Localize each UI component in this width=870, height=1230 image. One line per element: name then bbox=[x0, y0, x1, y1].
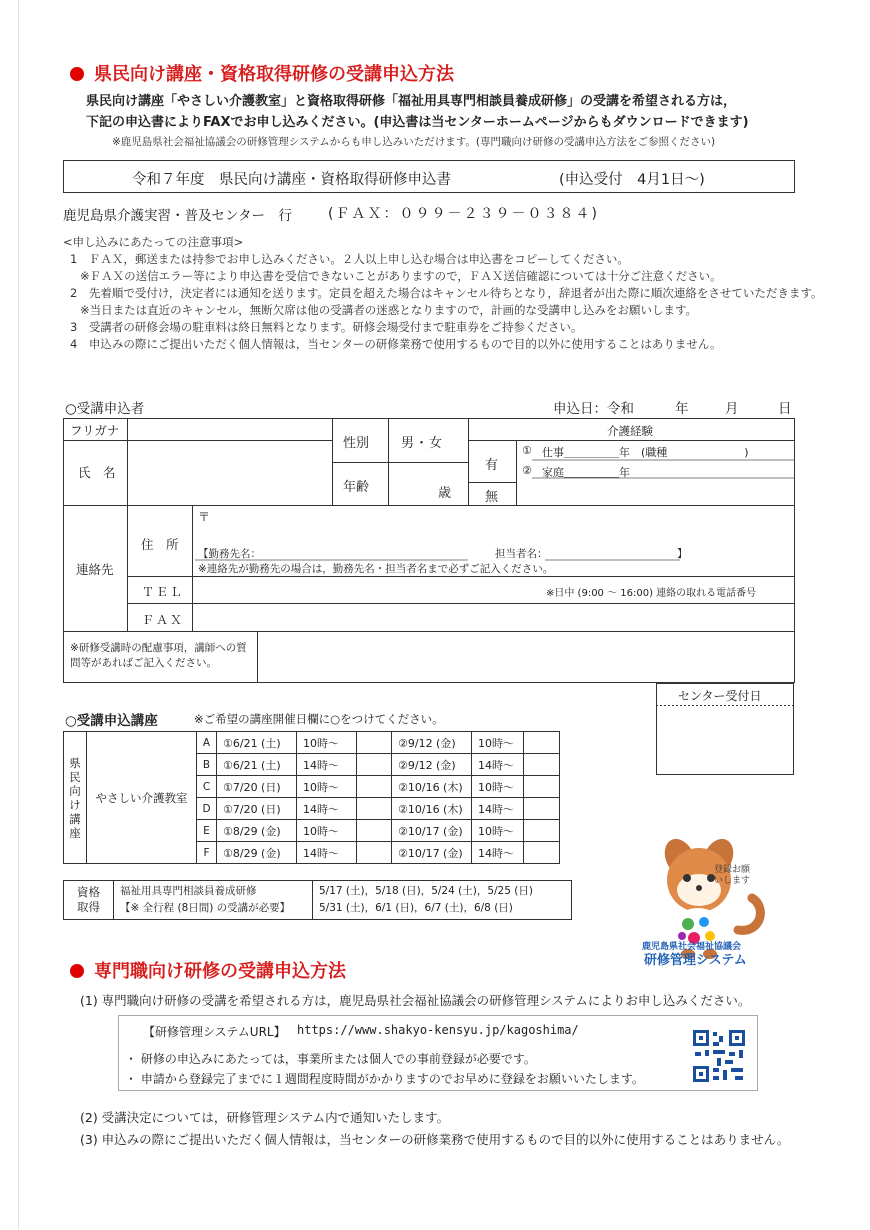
course-row-id: A bbox=[197, 732, 217, 754]
note-3: 3 受講者の研修会場の駐車料は終日無料となります。研修会場受付まで駐車券をご持参ください。 bbox=[70, 320, 583, 334]
application-day: 日 bbox=[778, 401, 792, 417]
tel-label: ＴＥＬ bbox=[142, 585, 185, 599]
system-bullet-2: ・ 申請から登録完了までに１週間程度時間がかかりますのでお早めに登録をお願いいたします。 bbox=[125, 1072, 644, 1086]
mascot-system-name: 研修管理システム bbox=[644, 953, 747, 968]
form-title: 令和７年度 県民向け講座・資格取得研修申込書 bbox=[132, 172, 451, 188]
system-url-box bbox=[118, 1015, 758, 1091]
course-date-1: ①6/21 (土) bbox=[217, 754, 297, 776]
qualification-table bbox=[63, 880, 572, 920]
courses-heading-note: ※ご希望の講座開催日欄に○をつけてください。 bbox=[194, 712, 444, 726]
section1-intro-1: 県民向け講座「やさしい介護教室」と資格取得研修「福祉用具専門相談員養成研修」の受講を希望される方は， bbox=[86, 94, 737, 109]
section2-paragraph-2: (2) 受講決定については，研修管理システム内で通知いたします。 bbox=[80, 1110, 450, 1125]
course-time-1: 10時～ bbox=[297, 776, 357, 798]
course-select-cell-1[interactable] bbox=[357, 798, 392, 820]
age-unit: 歳 bbox=[438, 486, 452, 501]
section2-paragraph-1: (1) 専門職向け研修の受講を希望される方は，鹿児島県社会福祉協議会の研修管理システムによりお申し込みください。 bbox=[80, 993, 751, 1008]
course-group-label: 県民向け講座 bbox=[64, 732, 87, 864]
course-select-cell-1[interactable] bbox=[357, 776, 392, 798]
course-date-1: ①8/29 (金) bbox=[217, 820, 297, 842]
experience-no: 無 bbox=[485, 490, 499, 505]
mascot-speech: 登録お願いします bbox=[713, 865, 750, 886]
recipient-fax: (ＦＡＸ：０９９－２３９－０３８４) bbox=[328, 206, 599, 222]
course-select-cell-1[interactable] bbox=[357, 820, 392, 842]
course-time-1: 14時～ bbox=[297, 798, 357, 820]
age-label: 年齢 bbox=[343, 480, 370, 495]
care-experience-title: 介護経験 bbox=[607, 424, 653, 438]
system-url-link[interactable]: https://www.shakyo-kensyu.jp/kagoshima/ bbox=[297, 1023, 579, 1037]
applicant-heading: ○受講申込者 bbox=[65, 401, 145, 417]
course-date-1: ①8/29 (金) bbox=[217, 842, 297, 864]
gender-value: 男・女 bbox=[401, 436, 444, 451]
course-time-1: 10時～ bbox=[297, 732, 357, 754]
qr-code-icon[interactable] bbox=[691, 1028, 747, 1084]
experience-home: 家庭＿＿＿＿＿年 bbox=[542, 466, 630, 479]
section1-title: 県民向け講座・資格取得研修の受講申込方法 bbox=[70, 60, 454, 86]
notes-heading: <申し込みにあたっての注意事項> bbox=[63, 235, 244, 249]
course-row-id: B bbox=[197, 754, 217, 776]
name-label: 氏 名 bbox=[78, 465, 116, 480]
section2-title: 専門職向け研修の受講申込方法 bbox=[70, 957, 346, 983]
center-reception-date-label: センター受付日 bbox=[678, 689, 762, 703]
tel-note: ※日中 (9:00 ～ 16:00) 連絡の取れる電話番号 bbox=[546, 588, 757, 599]
note-2: 2 先着順で受付け，決定者には通知を送ります。定員を超えた場合はキャンセル待ちとなり，辞退者が出た際に順次連絡をさせていただきます。 bbox=[70, 286, 823, 300]
course-select-cell-2[interactable] bbox=[524, 820, 560, 842]
qualification-label: 資格取得 bbox=[64, 881, 114, 920]
fax-label: ＦＡＸ bbox=[142, 613, 185, 627]
application-month: 月 bbox=[725, 401, 739, 417]
section1-intro-3: ※鹿児島県社会福祉協議会の研修管理システムからも申し込みいただけます。(専門職向け研修の受講申込方法をご参照ください) bbox=[112, 136, 716, 148]
courses-heading: ○受講申込講座 bbox=[65, 713, 158, 729]
address-label: 住 所 bbox=[141, 537, 179, 552]
course-date-1: ①7/20 (日) bbox=[217, 776, 297, 798]
experience-yes: 有 bbox=[485, 458, 499, 473]
contact-note: ※連絡先が勤務先の場合は，勤務先名・担当者名まで必ずご記入ください。 bbox=[198, 563, 554, 575]
contact-label: 連絡先 bbox=[76, 562, 114, 577]
note-2b: ※当日または直近のキャンセル，無断欠席は他の受講者の迷惑となりますので，計画的な受講申し込みをお願いします。 bbox=[80, 303, 698, 317]
course-date-2: ②10/16 (木) bbox=[392, 776, 472, 798]
course-row-id: F bbox=[197, 842, 217, 864]
course-date-2: ②9/12 (金) bbox=[392, 754, 472, 776]
course-date-1: ①7/20 (日) bbox=[217, 798, 297, 820]
course-time-2: 14時～ bbox=[472, 754, 524, 776]
experience-work: 仕事＿＿＿＿＿年 (職種 ) bbox=[542, 446, 749, 459]
section2-paragraph-3: (3) 申込みの際にご提出いただく個人情報は，当センターの研修業務で使用するもので目的以外に使用することはありません。 bbox=[80, 1132, 790, 1147]
course-select-cell-2[interactable] bbox=[524, 798, 560, 820]
system-bullet-1: ・ 研修の申込みにあたっては，事業所または個人での事前登録が必要です。 bbox=[125, 1052, 536, 1066]
course-row-id: E bbox=[197, 820, 217, 842]
course-select-cell-2[interactable] bbox=[524, 842, 560, 864]
system-url-label: 【研修管理システムURL】 bbox=[143, 1025, 286, 1039]
recipient-name: 鹿児島県介護実習・普及センター 行 bbox=[63, 208, 292, 224]
note-1b: ※ＦＡＸの送信エラー等により申込書を受信できないことがありますので，ＦＡＸ送信確認については十分ご注意ください。 bbox=[80, 269, 722, 283]
experience-circle-1: ① bbox=[522, 444, 532, 457]
course-row-id: D bbox=[197, 798, 217, 820]
course-date-2: ②10/17 (金) bbox=[392, 820, 472, 842]
course-table bbox=[63, 731, 560, 864]
postal-mark: 〒 bbox=[198, 510, 211, 524]
workplace-label: 【勤務先名： bbox=[198, 548, 261, 560]
furigana-label: フリガナ bbox=[70, 423, 120, 438]
course-select-cell-1[interactable] bbox=[357, 732, 392, 754]
course-select-cell-1[interactable] bbox=[357, 842, 392, 864]
course-select-cell-2[interactable] bbox=[524, 754, 560, 776]
course-select-cell-2[interactable] bbox=[524, 732, 560, 754]
course-time-1: 14時～ bbox=[297, 754, 357, 776]
red-bullet-icon bbox=[70, 964, 84, 978]
note-4: 4 申込みの際にご提出いただく個人情報は，当センターの研修業務で使用するもので目的以外に使用することはありません。 bbox=[70, 337, 722, 351]
course-row bbox=[64, 732, 560, 754]
course-time-2: 10時～ bbox=[472, 776, 524, 798]
application-date-label: 申込日：令和 bbox=[553, 401, 634, 417]
application-year: 年 bbox=[675, 401, 689, 417]
course-date-2: ②10/17 (金) bbox=[392, 842, 472, 864]
experience-circle-2: ② bbox=[522, 464, 532, 477]
course-time-2: 14時～ bbox=[472, 842, 524, 864]
remarks-label: ※研修受講時の配慮事項，講師への質問等があればご記入ください。 bbox=[70, 642, 247, 669]
qualification-dates: 5/17 (土)，5/18 (日)，5/24 (土)，5/25 (日) 5/31 (土)，6/1 (日)，6/7 (土)，6/8 (日) bbox=[313, 881, 572, 920]
person-label: 担当者名： bbox=[495, 548, 548, 560]
course-row-id: C bbox=[197, 776, 217, 798]
course-date-2: ②9/12 (金) bbox=[392, 732, 472, 754]
course-name: やさしい介護教室 bbox=[87, 732, 197, 864]
course-time-1: 14時～ bbox=[297, 842, 357, 864]
course-time-2: 14時～ bbox=[472, 798, 524, 820]
note-1: 1 ＦＡＸ，郵送または持参でお申し込みください。２人以上申し込む場合は申込書をコピーしてください。 bbox=[70, 252, 629, 266]
course-date-1: ①6/21 (土) bbox=[217, 732, 297, 754]
course-select-cell-2[interactable] bbox=[524, 776, 560, 798]
gender-label: 性別 bbox=[343, 436, 370, 451]
qualification-course: 福祉用具専門相談員養成研修 【※ 全行程 (8日間) の受講が必要】 bbox=[114, 881, 313, 920]
course-time-2: 10時～ bbox=[472, 820, 524, 842]
course-select-cell-1[interactable] bbox=[357, 754, 392, 776]
course-time-2: 10時～ bbox=[472, 732, 524, 754]
course-date-2: ②10/16 (木) bbox=[392, 798, 472, 820]
section1-intro-2: 下記の申込書によりFAXでお申し込みください。(申込書は当センターホームページからもダウンロードできます) bbox=[86, 115, 749, 130]
mascot-org: 鹿児島県社会福祉協議会 bbox=[642, 942, 742, 952]
reception-period: (申込受付 4月1日～) bbox=[559, 172, 705, 188]
course-time-1: 10時～ bbox=[297, 820, 357, 842]
workplace-bracket: 】 bbox=[677, 548, 688, 560]
